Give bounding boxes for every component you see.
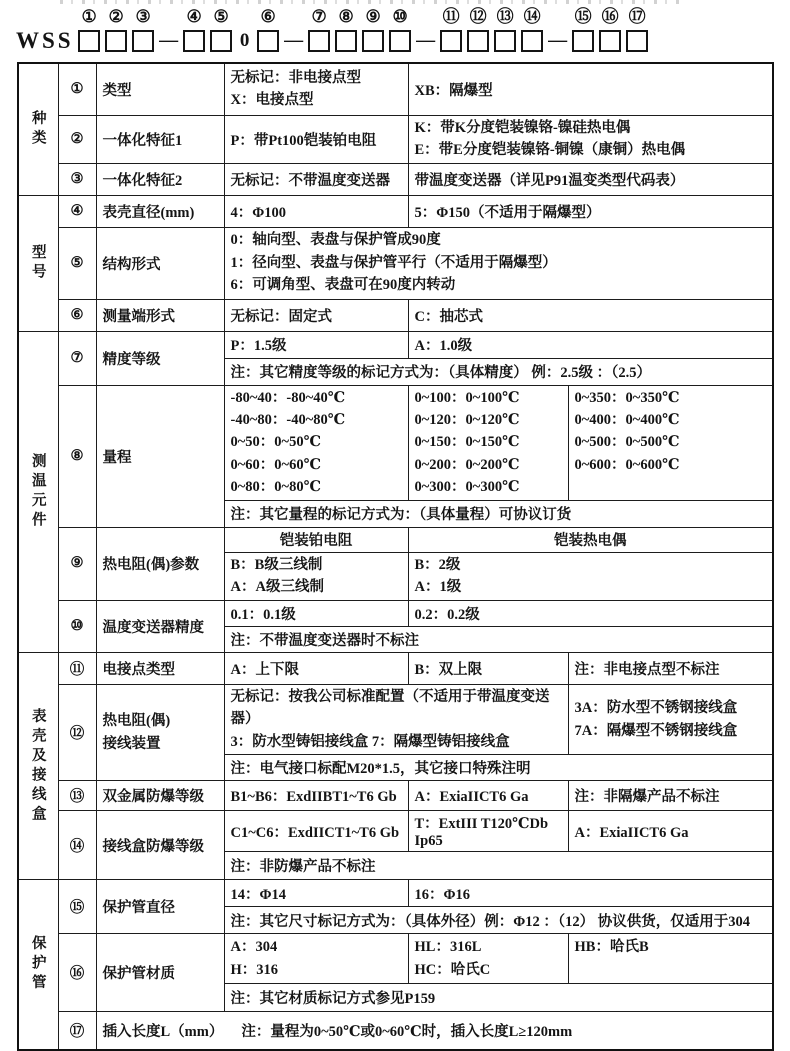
row13-options-b: A：ExiaIICT6 Ga [408, 781, 568, 811]
row14-note: 注：非防爆产品不标注 [224, 852, 773, 880]
code-box-11 [440, 30, 462, 52]
row7-label: 精度等级 [96, 331, 224, 385]
model-prefix: WSS [16, 28, 74, 53]
row13-options-a: B1~B6：ExdIIBT1~T6 Gb [224, 781, 408, 811]
row10-note: 注：不带温度变送器时不标注 [224, 626, 773, 652]
table-row [18, 600, 773, 626]
code-dash-2: — [284, 29, 304, 51]
row1-index: ① [58, 63, 96, 115]
row9-options-a [224, 552, 408, 600]
position-number-8: ⑧ [338, 7, 354, 26]
code-dash-1-slot [157, 6, 181, 54]
row14-index: ⑭ [58, 811, 96, 880]
row6-options-a: 无标记：固定式 [224, 299, 408, 331]
option-line: K：带K分度铠装镍铬-镍硅热电偶 [414, 119, 631, 136]
position-number-15: ⑮ [574, 7, 592, 26]
position-number-7: ⑦ [311, 7, 327, 26]
row2-label: 一体化特征1 [96, 115, 224, 163]
code-slot-4 [181, 6, 208, 54]
row5-options [224, 227, 773, 299]
position-number-1: ① [81, 7, 97, 26]
row9-index: ⑨ [58, 527, 96, 600]
option-line: 0：轴向型、表盘与保护管成90度 [230, 232, 441, 249]
row4-options-a: 4：Φ100 [224, 195, 408, 227]
row9-header-tc: 铠装热电偶 [408, 527, 773, 552]
row13-note: 注：非隔爆产品不标注 [568, 781, 773, 811]
row15-options-a: 14：Φ14 [224, 880, 408, 907]
range-line: 0~120：0~120℃ [414, 411, 520, 428]
position-number-9: ⑨ [365, 7, 381, 26]
row2-options-a: P：带Pt100铠装铂电阻 [224, 115, 408, 163]
row11-options-b: B：双上限 [408, 652, 568, 684]
table-row [18, 115, 773, 163]
row4-index: ④ [58, 195, 96, 227]
row11-index: ⑪ [58, 652, 96, 684]
option-line: B：2级 [414, 556, 461, 573]
position-number-2: ② [108, 7, 124, 26]
row13-label: 双金属防爆等级 [96, 781, 224, 811]
row14-options-b: T：ExtIII T120℃Db Ip65 [408, 811, 568, 852]
option-line: E：带E分度铠装镍铬-铜镍（康铜）热电偶 [414, 142, 686, 158]
code-dash-3: — [416, 29, 436, 51]
section-label-protection-tube: 保护管 [18, 880, 58, 1050]
code-slot-10 [387, 6, 414, 54]
code-box-8 [335, 30, 357, 52]
option-line: HC：哈氏C [414, 961, 491, 978]
code-box-15 [572, 30, 594, 52]
section-label-model: 型号 [18, 195, 58, 331]
table-row [18, 385, 773, 500]
row8-index: ⑧ [58, 385, 96, 527]
row8-note: 注：其它量程的标记方式为：（具体量程）可协议订货 [224, 500, 773, 527]
code-box-13 [494, 30, 516, 52]
row16-note: 注：其它材质标记方式参见P159 [224, 984, 773, 1012]
option-line: A：1级 [414, 579, 462, 596]
option-line: B：B级三线制 [230, 556, 323, 573]
row7-note: 注：其它精度等级的标记方式为：（具体精度） 例：2.5级 ：（2.5） [224, 358, 773, 385]
table-row [18, 652, 773, 684]
row6-index: ⑥ [58, 299, 96, 331]
row11-options-a: A：上下限 [224, 652, 408, 684]
row10-label: 温度变送器精度 [96, 600, 224, 652]
row1-options-a [224, 63, 408, 115]
row9-options-b [408, 552, 773, 600]
code-zero: 0 [239, 29, 250, 51]
code-slot-1 [76, 6, 103, 54]
label-line: 热电阻(偶) [102, 713, 171, 730]
row4-options-b: 5：Φ150（不适用于隔爆型） [408, 195, 773, 227]
range-line: 0~80：0~80℃ [230, 479, 321, 496]
code-slot-9 [360, 6, 387, 54]
code-box-5 [210, 30, 232, 52]
option-line: HL：316L [414, 939, 482, 956]
code-slot-6 [255, 6, 282, 54]
position-number-5: ⑤ [213, 7, 229, 26]
position-number-4: ④ [186, 7, 202, 26]
row15-note: 注：其它尺寸标记方式为：（具体外径）例：Φ12 ：（12） 协议供货，仅适用于304 [224, 907, 773, 934]
section-label-sensing-element: 测温元件 [18, 331, 58, 652]
code-slot-13 [492, 6, 519, 54]
row2-index: ② [58, 115, 96, 163]
position-number-6: ⑥ [260, 7, 276, 26]
row8-label: 量程 [96, 385, 224, 527]
code-slot-15 [570, 6, 597, 54]
row2-options-b [408, 115, 773, 163]
table-row [18, 1012, 773, 1050]
row12-options-a [224, 684, 568, 754]
row1-options-b: XB：隔爆型 [408, 63, 773, 115]
option-line: A：304 [230, 939, 278, 956]
code-slot-5 [208, 6, 235, 54]
range-line: 0~200：0~200℃ [414, 456, 520, 473]
code-box-14 [521, 30, 543, 52]
code-box-3 [132, 30, 154, 52]
table-row [18, 195, 773, 227]
row10-options-b: 0.2：0.2级 [408, 600, 773, 626]
row16-label: 保护管材质 [96, 934, 224, 1012]
row11-label: 电接点类型 [96, 652, 224, 684]
row15-label: 保护管直径 [96, 880, 224, 934]
option-line: 无标记：按我公司标准配置（不适用于带温度变送器） [230, 688, 550, 728]
code-box-1 [78, 30, 100, 52]
table-row [18, 63, 773, 115]
code-box-17 [626, 30, 648, 52]
table-row [18, 934, 773, 984]
range-line: 0~50：0~50℃ [230, 434, 321, 451]
row17-note: 注：量程为0~50℃或0~60℃时，插入长度L≥120mm [241, 1024, 573, 1040]
scan-artifact-top [60, 0, 680, 4]
spec-table [17, 62, 774, 1051]
model-prefix-slot [16, 6, 76, 54]
table-row [18, 811, 773, 852]
option-line: 3A：防水型不锈钢接线盒 [574, 700, 738, 717]
position-number-12: ⑫ [469, 7, 487, 26]
position-number-17: ⑰ [628, 7, 646, 26]
row12-note: 注：电气接口标配M20*1.5，其它接口特殊注明 [224, 755, 773, 781]
row17-content [96, 1012, 773, 1050]
row9-header-rtd: 铠装铂电阻 [224, 527, 408, 552]
code-zero-slot [235, 6, 255, 54]
code-box-10 [389, 30, 411, 52]
code-box-9 [362, 30, 384, 52]
range-line: 0~600：0~600℃ [574, 456, 680, 473]
code-box-2 [105, 30, 127, 52]
option-line: 1：径向型、表盘与保护管平行（不适用于隔爆型） [230, 254, 557, 271]
range-line: -80~40：-80~40℃ [230, 389, 346, 406]
option-line: X：电接点型 [230, 92, 314, 109]
row14-options-c: A：ExiaIICT6 Ga [568, 811, 773, 852]
row6-label: 测量端形式 [96, 299, 224, 331]
row10-options-a: 0.1：0.1级 [224, 600, 408, 626]
position-number-3: ③ [135, 7, 151, 26]
table-row [18, 684, 773, 754]
row14-label: 接线盒防爆等级 [96, 811, 224, 880]
row7-index: ⑦ [58, 331, 96, 385]
code-dash-4-slot [546, 6, 570, 54]
row6-options-b: C：抽芯式 [408, 299, 773, 331]
row12-label [96, 684, 224, 780]
code-slot-7 [306, 6, 333, 54]
row4-label: 表壳直径(mm) [96, 195, 224, 227]
row3-options-a: 无标记：不带温度变送器 [224, 163, 408, 195]
code-dash-3-slot [414, 6, 438, 54]
range-line: 0~400：0~400℃ [574, 411, 680, 428]
code-box-7 [308, 30, 330, 52]
range-line: -40~80：-40~80℃ [230, 411, 346, 428]
option-line: 3：防水型铸铝接线盒 7：隔爆型铸铝接线盒 [230, 733, 510, 750]
row16-index: ⑯ [58, 934, 96, 1012]
range-line: 0~350：0~350℃ [574, 389, 680, 406]
table-row [18, 227, 773, 299]
code-slot-8 [333, 6, 360, 54]
row14-options-a: C1~C6：ExdIICT1~T6 Gb [224, 811, 408, 852]
table-row [18, 880, 773, 907]
row3-label: 一体化特征2 [96, 163, 224, 195]
position-number-14: ⑭ [523, 7, 541, 26]
code-dash-2-slot [282, 6, 306, 54]
row12-options-b [568, 684, 773, 754]
code-dash-4: — [548, 29, 568, 51]
row1-label: 类型 [96, 63, 224, 115]
row15-options-b: 16：Φ16 [408, 880, 773, 907]
row7-options-a: P：1.5级 [224, 331, 408, 358]
position-number-13: ⑬ [496, 7, 514, 26]
row12-index: ⑫ [58, 684, 96, 780]
row3-index: ③ [58, 163, 96, 195]
row11-note: 注：非电接点型不标注 [568, 652, 773, 684]
model-code-header [16, 6, 651, 54]
row17-index: ⑰ [58, 1012, 96, 1050]
code-slot-14 [519, 6, 546, 54]
range-line: 0~300：0~300℃ [414, 479, 520, 496]
option-line: 6：可调角型、表盘可在90度内转动 [230, 277, 456, 294]
row8-range-col3 [568, 385, 773, 500]
code-slot-2 [103, 6, 130, 54]
code-box-4 [183, 30, 205, 52]
row15-index: ⑮ [58, 880, 96, 934]
row16-options-c: HB：哈氏B [568, 934, 773, 984]
option-line: H：316 [230, 961, 279, 978]
row5-label: 结构形式 [96, 227, 224, 299]
option-line: 7A：隔爆型不锈钢接线盒 [574, 722, 738, 739]
code-slot-3 [130, 6, 157, 54]
option-line: 无标记：非电接点型 [230, 69, 361, 86]
table-row [18, 331, 773, 358]
code-box-12 [467, 30, 489, 52]
row16-options-b [408, 934, 568, 984]
table-row [18, 299, 773, 331]
code-box-16 [599, 30, 621, 52]
row9-label: 热电阻(偶)参数 [96, 527, 224, 600]
row13-index: ⑬ [58, 781, 96, 811]
row3-options-b: 带温度变送器（详见P91温变类型代码表） [408, 163, 773, 195]
row5-index: ⑤ [58, 227, 96, 299]
row10-index: ⑩ [58, 600, 96, 652]
table-row [18, 527, 773, 552]
range-line: 0~100：0~100℃ [414, 389, 520, 406]
code-dash-1: — [159, 29, 179, 51]
code-slot-11 [438, 6, 465, 54]
section-label-category: 种类 [18, 63, 58, 195]
range-line: 0~500：0~500℃ [574, 434, 680, 451]
row8-range-col1 [224, 385, 408, 500]
table-row [18, 781, 773, 811]
range-line: 0~150：0~150℃ [414, 434, 520, 451]
row7-options-b: A：1.0级 [408, 331, 773, 358]
row8-range-col2 [408, 385, 568, 500]
table-row [18, 163, 773, 195]
code-slot-17 [624, 6, 651, 54]
position-number-10: ⑩ [392, 7, 408, 26]
row17-label: 插入长度L（mm） [102, 1024, 224, 1040]
position-number-11: ⑪ [442, 7, 460, 26]
label-line: 接线装置 [102, 735, 161, 752]
code-box-6 [257, 30, 279, 52]
option-line: A：A级三线制 [230, 579, 324, 596]
row16-options-a [224, 934, 408, 984]
code-slot-16 [597, 6, 624, 54]
section-label-case-junction-box: 表壳及接线盒 [18, 652, 58, 879]
range-line: 0~60：0~60℃ [230, 456, 321, 473]
position-number-16: ⑯ [601, 7, 619, 26]
code-slot-12 [465, 6, 492, 54]
